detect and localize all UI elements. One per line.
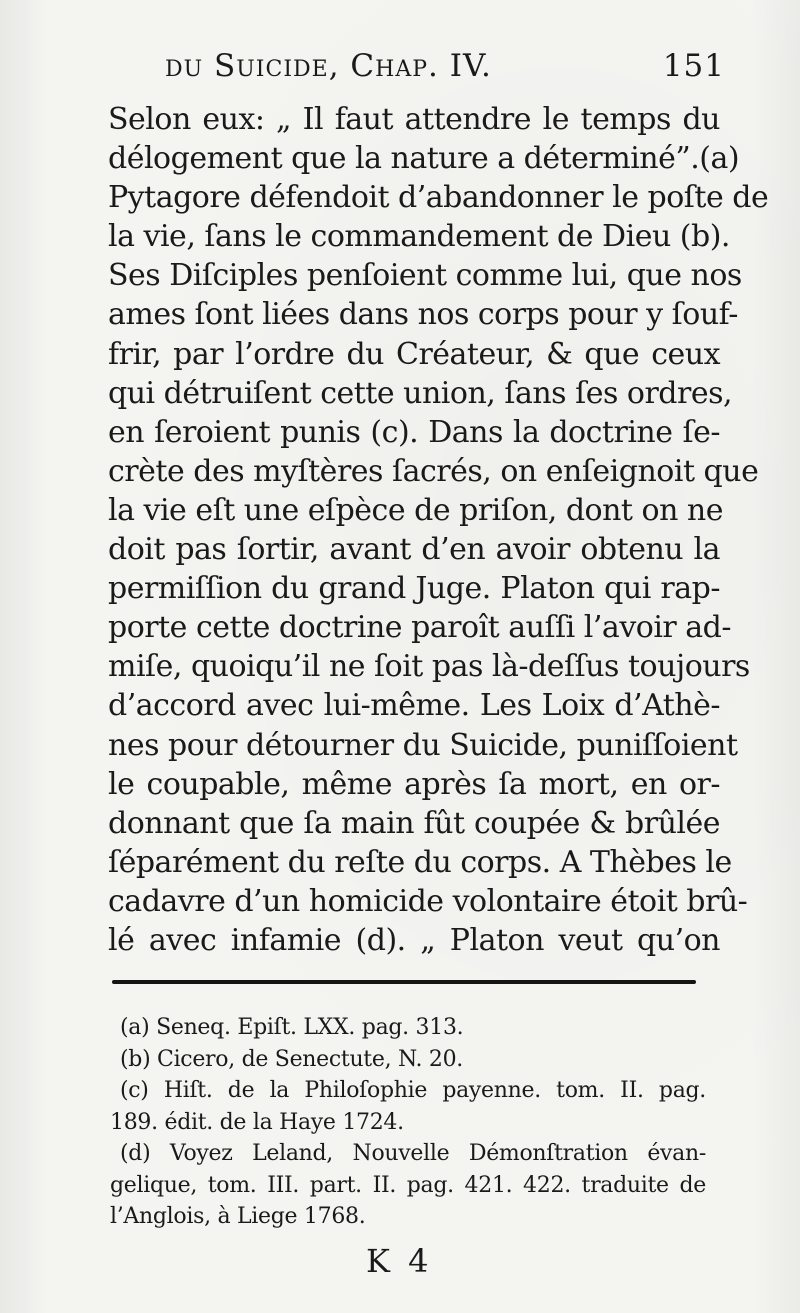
text-line: donnant que ſa main fût coupée & brûlée [108, 805, 720, 841]
text-line: la vie, ſans le commandement de Dieu (b). [108, 219, 730, 255]
footnotes [110, 1012, 706, 1233]
footnote-rule [112, 980, 696, 984]
text-line: permiſſion du grand Juge. Platon qui rap- [108, 571, 720, 607]
text-line: frir, par l’ordre du Créateur, & que ceux [108, 336, 720, 372]
text-line: cadavre d’un homicide volontaire étoit brû- [108, 883, 748, 919]
footnote-d-continued: gelique, tom. III. part. II. pag. 421. 422. traduite de [110, 1172, 706, 1198]
text-line: la vie eſt une eſpèce de priſon, dont on ne [108, 492, 724, 528]
text-line: nes pour détourner du Suicide, puniſſoient [108, 727, 738, 763]
footnote-b: (b) Cicero, de Senectute, N. 20. [120, 1046, 463, 1072]
text-line: délogement que la nature a déterminé”.(a) [108, 141, 740, 177]
page-number: 151 [662, 48, 725, 84]
text-line: en ſeroient punis (c). Dans la doctrine ſe- [108, 414, 720, 450]
text-line: ames ſont liées dans nos corps pour y ſouf- [108, 297, 738, 333]
text-line: d’accord avec lui-même. Les Loix d’Athè- [108, 688, 720, 724]
text-line: Ses Diſciples penſoient comme lui, que nos [108, 258, 742, 294]
text-line: qui détruiſent cette union, ſans ſes ordres, [108, 375, 733, 411]
text-line: Selon eux: „ Il faut attendre le temps du [108, 102, 720, 137]
text-line: porte cette doctrine paroît auſſi l’avoir ad- [108, 610, 732, 646]
page-header [165, 44, 725, 94]
text-line: doit pas ſortir, avant d’en avoir obtenu la [108, 532, 720, 568]
text-line: crète des myſtères ſacrés, on enſeignoit que [108, 453, 759, 489]
footnote-d: (d) Voyez Leland, Nouvelle Démonſtration évan- [120, 1141, 706, 1166]
footnote-a: (a) Seneq. Epiſt. LXX. pag. 313. [120, 1015, 464, 1040]
text-line: Pytagore défendoit d’abandonner le poſte de [108, 180, 769, 216]
main-text [108, 100, 769, 960]
signature-mark: K 4 [366, 1242, 433, 1280]
footnote-c: (c) Hiſt. de la Philoſophie payenne. tom. II. pag. [120, 1078, 706, 1103]
footnote-c-continued: 189. édit. de la Haye 1724. [110, 1109, 404, 1135]
text-line: le coupable, même après ſa mort, en or- [108, 766, 720, 802]
text-line: lé avec infamie (d). „ Platon veut qu’on [108, 922, 720, 958]
text-line: miſe, quoiqu’il ne ſoit pas là-deſſus toujours [108, 649, 750, 685]
running-title: du Suicide, Chap. IV. [165, 48, 492, 84]
footnote-d-end: l’Anglois, à Liege 1768. [110, 1204, 366, 1229]
text-line: ſéparément du reſte du corps. A Thèbes le [108, 844, 732, 880]
